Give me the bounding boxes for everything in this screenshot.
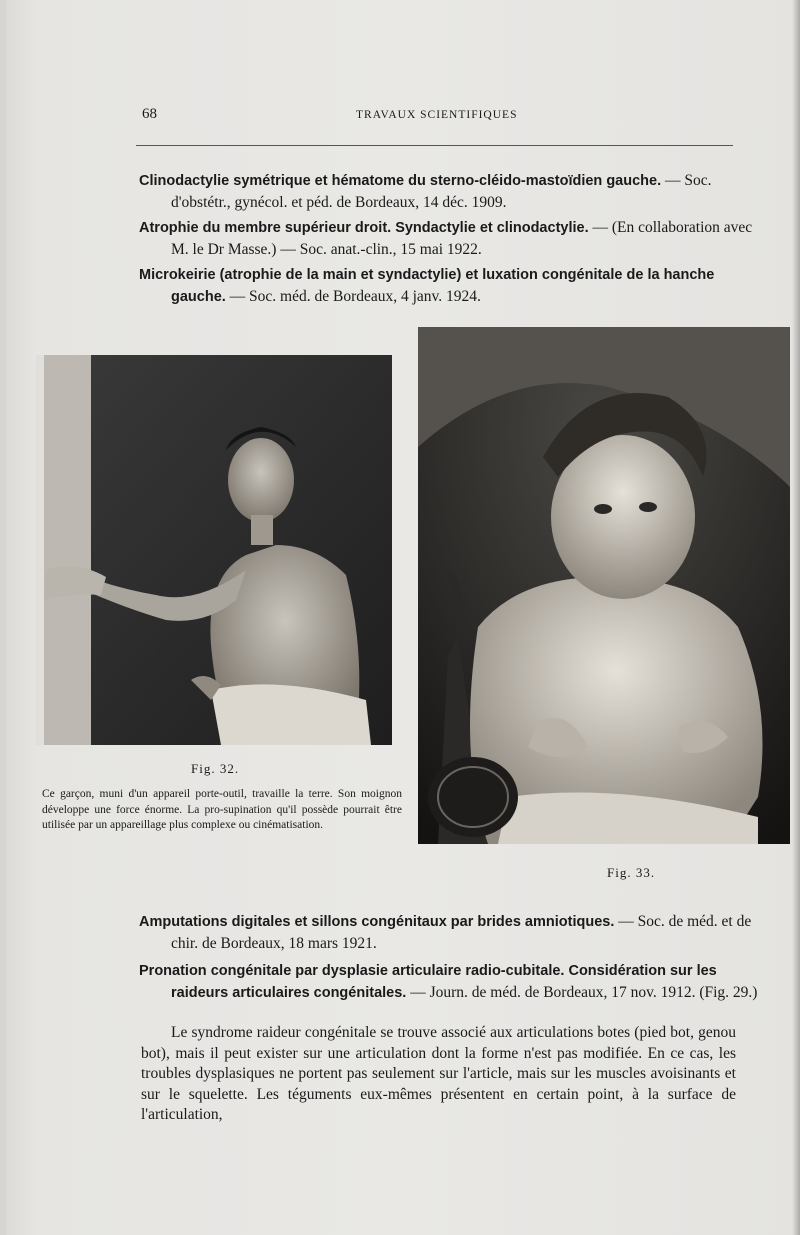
entry-reference: — Soc. de méd. et de chir. de Bordeaux, 18 mars 1921. [171,913,752,952]
document-page [6,0,800,1235]
figure-33-label: Fig. 33. [607,865,656,880]
body-paragraph: Le syndrome raideur congénitale se trouve associé aux articulations botes (pied bot, genou bot), mais il peut exister sur une articulation dont la forme n'est pas modifiée. En ce cas, les troubles dysplasiques ne portent pas seulement sur l'article, mais sur les muscles avoisinants et sur le squelette. Les téguments eux-mêmes présentent en certain point, à la surface de l'articulation, [141,1024,736,1123]
bibliography-entry [139,264,766,308]
bibliography-entry [139,217,766,260]
entry-reference: — Soc. d'obstétr., gynécol. et péd. de Bordeaux, 14 déc. 1909. [171,172,712,211]
bibliography-entry [139,960,766,1004]
bibliography-entry [139,170,766,213]
figure-32-caption: Ce garçon, muni d'un appareil porte-outil, travaille la terre. Son moignon développe une force énorme. La pro-supination qu'il possède pourrait être utilisée par un appareillage plus complexe ou cinématisation. [42,788,402,831]
figure-32-label: Fig. 32. [191,761,240,776]
entry-title: Amputations digitales et sillons congénitaux par brides amniotiques. [139,914,615,930]
entry-reference: — Journ. de méd. de Bordeaux, 17 nov. 1912. (Fig. 29.) [406,984,758,1001]
figure-33-photograph [418,327,790,844]
header-rule [136,145,733,146]
entry-title: Clinodactylie symétrique et hématome du sterno-cléido-mastoïdien gauche. [139,173,662,189]
entry-title: Pronation congénitale par dysplasie articulaire radio-cubitale. Considération sur les raideurs articulaires congénitales. [139,963,717,1001]
entry-reference: — (En collaboration avec M. le Dr Masse.) — Soc. anat.-clin., 15 mai 1922. [171,219,753,258]
entry-title: Atrophie du membre supérieur droit. Syndactylie et clinodactylie. [139,220,589,236]
page-edge-shadow [792,0,800,1235]
running-head: TRAVAUX SCIENTIFIQUES [356,109,518,121]
figure-32-photograph [36,355,392,745]
entry-title: Microkeirie (atrophie de la main et syndactylie) et luxation congénitale de la hanche gauche. [139,267,715,305]
entry-reference: — Soc. méd. de Bordeaux, 4 janv. 1924. [225,288,481,305]
bibliography-entry [139,911,766,954]
page-number: 68 [142,106,157,122]
